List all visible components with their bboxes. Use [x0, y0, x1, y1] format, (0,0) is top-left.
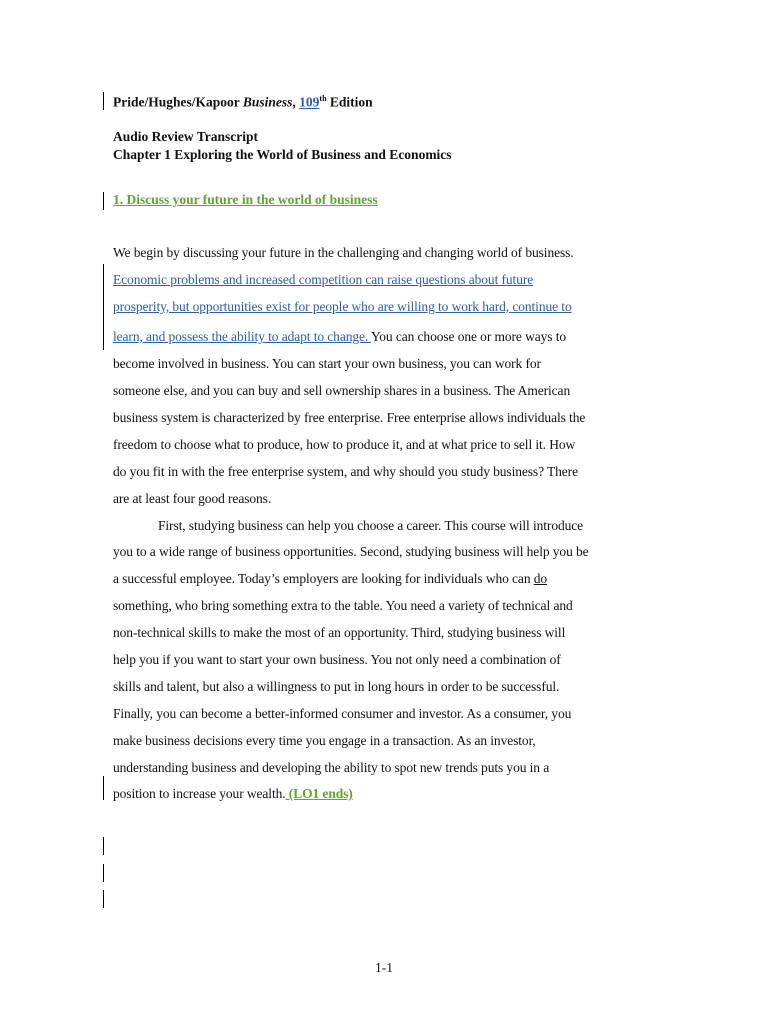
change-bar — [103, 837, 104, 855]
paragraph-line: business system is characterized by free enterprise. Free enterprise allows individuals the — [113, 410, 586, 425]
transcript-title: Audio Review Transcript — [113, 129, 258, 144]
paragraph-line: become involved in business. You can start your own business, you can work for — [113, 356, 541, 371]
paragraph-line — [113, 571, 547, 587]
underlined-word: do — [533, 571, 548, 586]
change-bar — [103, 776, 104, 800]
book-header — [113, 94, 373, 111]
change-bar — [103, 864, 104, 882]
paragraph-line: help you if you want to start your own business. You not only need a combination of — [113, 652, 561, 667]
edition-word: Edition — [326, 94, 373, 110]
paragraph-line — [113, 329, 566, 345]
change-bar — [103, 92, 104, 110]
linked-text[interactable]: Economic problems and increased competition can raise questions about future — [113, 272, 534, 287]
paragraph-line: do you fit in with the free enterprise system, and why should you study business? There — [113, 464, 578, 479]
change-bar — [103, 890, 104, 908]
paragraph-text: You can choose one or more ways to — [370, 329, 567, 344]
edition-number: 109 — [299, 94, 320, 110]
paragraph-line: non-technical skills to make the most of an opportunity. Third, studying business will — [113, 625, 566, 640]
linked-text[interactable]: learn, and possess the ability to adapt to change. — [113, 329, 371, 344]
separator: , — [292, 94, 300, 110]
paragraph-line: Finally, you can become a better-informed consumer and investor. As a consumer, you — [113, 706, 572, 721]
paragraph-line: understanding business and developing the ability to spot new trends puts you in a — [113, 760, 550, 775]
paragraph-line: We begin by discussing your future in the challenging and changing world of business. — [113, 245, 574, 260]
change-bar — [103, 192, 104, 210]
page-number: 1-1 — [375, 960, 393, 975]
book-title: Business — [242, 94, 293, 110]
lo-end-marker: (LO1 ends) — [285, 786, 353, 801]
paragraph-text: position to increase your wealth. — [113, 786, 286, 801]
paragraph-line: make business decisions every time you engage in a transaction. As an investor, — [113, 733, 536, 748]
paragraph-line: skills and talent, but also a willingness to put in long hours in order to be successful. — [113, 679, 560, 694]
paragraph-line: freedom to choose what to produce, how to produce it, and at what price to sell it. How — [113, 437, 576, 452]
section-heading: 1. Discuss your future in the world of business — [113, 192, 378, 207]
chapter-title: Chapter 1 Exploring the World of Business and Economics — [113, 147, 452, 162]
paragraph-text: a successful employee. Today’s employers are looking for individuals who can — [113, 571, 534, 586]
paragraph-line — [113, 786, 353, 802]
change-bar — [103, 264, 104, 350]
edition-suffix: th — [319, 94, 327, 103]
paragraph-line: someone else, and you can buy and sell ownership shares in a business. The American — [113, 383, 571, 398]
paragraph-line: you to a wide range of business opportunities. Second, studying business will help you be — [113, 544, 589, 559]
paragraph-line: something, who bring something extra to the table. You need a variety of technical and — [113, 598, 573, 613]
paragraph-line: First, studying business can help you choose a career. This course will introduce — [158, 518, 584, 533]
authors: Pride/Hughes/Kapoor — [113, 94, 243, 110]
linked-text[interactable]: prosperity, but opportunities exist for people who are willing to work hard, continue to — [113, 299, 572, 314]
paragraph-line: are at least four good reasons. — [113, 491, 272, 506]
